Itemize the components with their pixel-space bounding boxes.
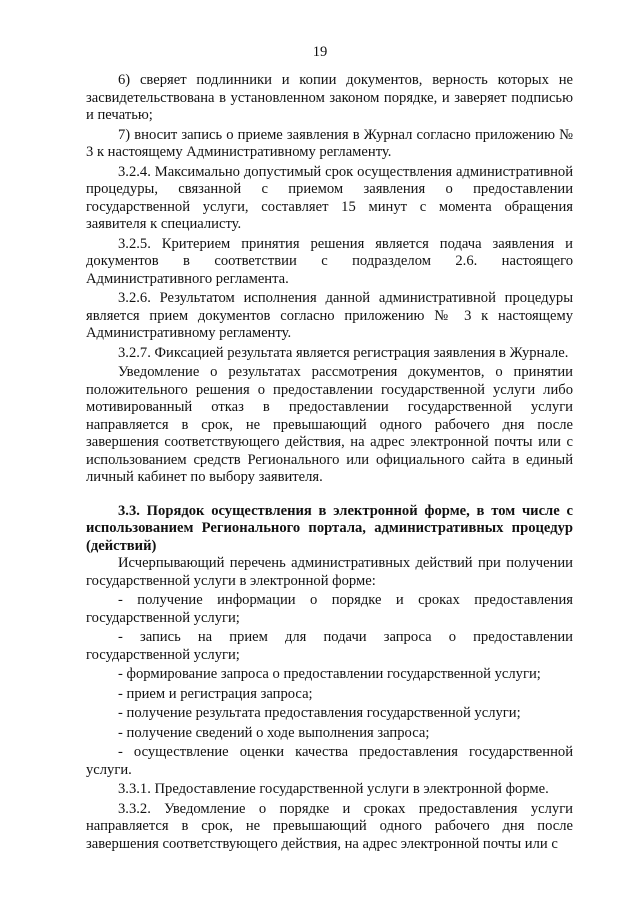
- list-item-quality: - осуществление оценки качества предоставления государственной услуги.: [86, 744, 573, 778]
- list-item-info: - получение информации о порядке и сроках предоставления государственной услуги;: [86, 592, 573, 626]
- paragraph-3-3-1: 3.3.1. Предоставление государственной услуги в электронной форме.: [118, 781, 549, 797]
- page-number: 19: [312, 44, 328, 60]
- paragraph-item-7: 7) вносит запись о приеме заявления в Журнал согласно приложению № 3 к настоящему Административному регламенту.: [86, 126, 573, 160]
- page-content: [86, 72, 573, 853]
- paragraph-actions-intro: Исчерпывающий перечень административных действий при получении государственной услуги в электронной форме:: [86, 555, 573, 589]
- paragraph-3-2-5: 3.2.5. Критерием принятия решения является подача заявления и документов в соответствии с подразделом 2.6. настоящего Административного регламента.: [86, 235, 573, 287]
- paragraph-3-2-7: 3.2.7. Фиксацией результата является регистрация заявления в Журнале.: [118, 344, 569, 361]
- paragraph-3-2-6: 3.2.6. Результатом исполнения данной административной процедуры является прием документов согласно приложению № 3 к настоящему Административному регламенту.: [86, 290, 573, 341]
- list-item-result: - получение результата предоставления государственной услуги;: [118, 705, 521, 721]
- paragraph-3-3-2: 3.3.2. Уведомление о порядке и сроках предоставления услуги направляется в срок, не превышающий одного рабочего дня после завершения соответствующего действия, на адрес электронной почты или с: [86, 800, 573, 852]
- list-item-registration: - прием и регистрация запроса;: [118, 685, 313, 702]
- paragraph-notification: Уведомление о результатах рассмотрения документов, о принятии положительного решения о предоставлении государственной услуги либо мотивированный отказ в предоставлении государственной услуги направляется в срок, не превышающий одного рабочего дня после завершения соответствующего действия, на адрес электронной почты или с использованием средств Регионального или официального сайта в единый личный кабинет по выбору заявителя.: [86, 364, 573, 485]
- list-item-appointment: - запись на прием для подачи запроса о предоставлении государственной услуги;: [86, 629, 573, 663]
- paragraph-item-6: 6) сверяет подлинники и копии документов, верность которых не засвидетельствована в установленном законом порядке, и заверяет подписью и печатью;: [86, 72, 573, 123]
- paragraph-3-2-4: 3.2.4. Максимально допустимый срок осуществления административной процедуры, связанной с приемом заявления о предоставлении государственной услуги, составляет 15 минут с момента обращения заявителя к специалисту.: [86, 163, 573, 232]
- list-item-status: - получение сведений о ходе выполнения запроса;: [118, 724, 430, 741]
- list-item-request-forming: - формирование запроса о предоставлении государственной услуги;: [118, 666, 541, 682]
- section-heading-3-3: 3.3. Порядок осуществления в электронной форме, в том числе с использованием Регионального портала, административных процедур (действий): [86, 502, 573, 554]
